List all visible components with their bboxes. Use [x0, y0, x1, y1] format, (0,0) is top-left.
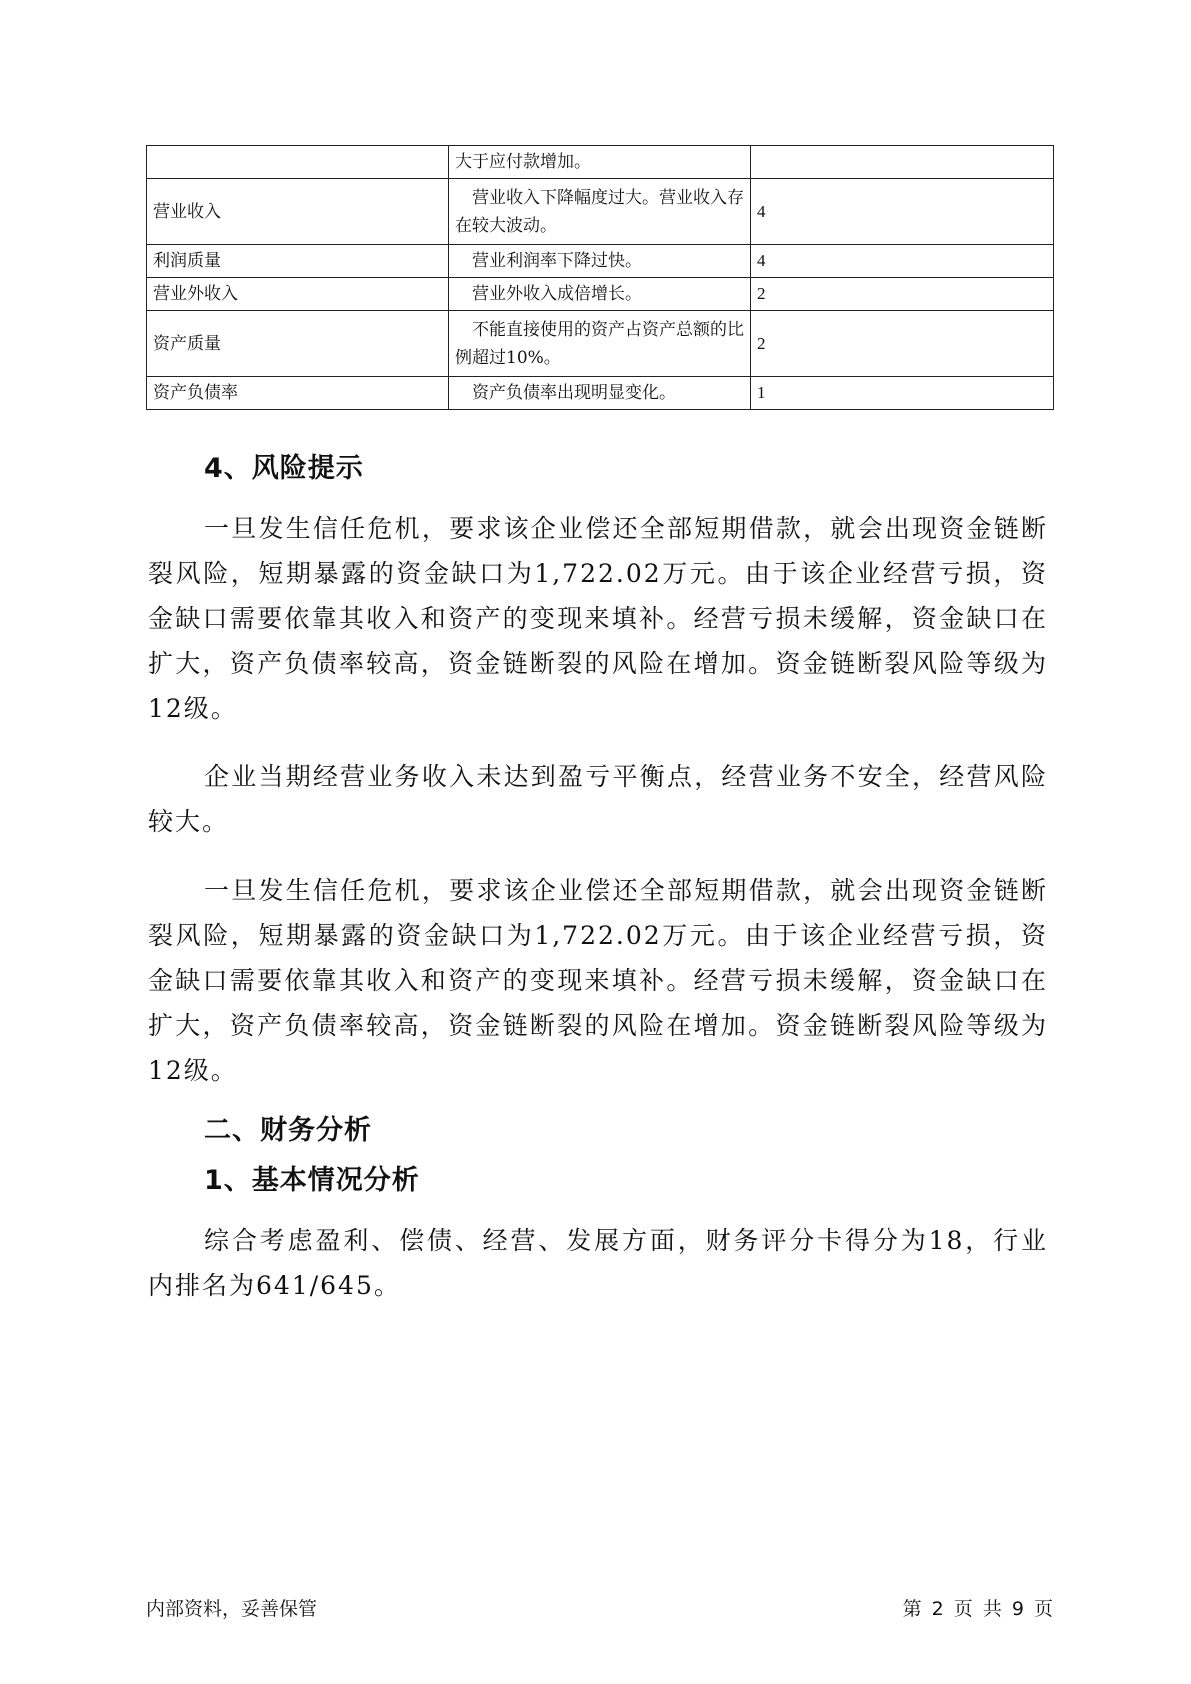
table-row [147, 146, 1054, 179]
risk-paragraph-2: 企业当期经营业务收入未达到盈亏平衡点，经营业务不安全，经营风险较大。 [148, 762, 1048, 836]
table-cell-desc: 大于应付款增加。 [449, 146, 751, 179]
table-cell-score: 2 [751, 311, 1054, 377]
table-cell-score: 4 [751, 179, 1054, 245]
table-cell-score: 4 [751, 245, 1054, 278]
table-row [147, 377, 1054, 410]
table-cell-item: 资产质量 [147, 311, 449, 377]
table-cell-desc: 营业外收入成倍增长。 [449, 278, 751, 311]
risk-paragraph-3: 一旦发生信任危机，要求该企业偿还全部短期借款，就会出现资金链断裂风险，短期暴露的资金缺口为1,722.02万元。由于该企业经营亏损，资金缺口需要依靠其收入和资产的变现来填补。经营亏损未缓解，资金缺口在扩大，资产负债率较高，资金链断裂的风险在增加。资金链断裂风险等级为12级。 [148, 876, 1048, 1085]
table-cell-desc: 不能直接使用的资产占资产总额的比例超过10%。 [449, 311, 751, 377]
footer-confidential-note: 内部资料，妥善保管 [146, 1598, 318, 1620]
risk-indicator-table [146, 145, 1054, 410]
table-cell-item: 营业收入 [147, 179, 449, 245]
table-cell-desc: 资产负债率出现明显变化。 [449, 377, 751, 410]
basic-analysis-paragraph: 综合考虑盈利、偿债、经营、发展方面，财务评分卡得分为18，行业内排名为641/645。 [148, 1226, 1048, 1300]
table-cell-item [147, 146, 449, 179]
table-row [147, 278, 1054, 311]
footer-page-number: 第 2 页 共 9 页 [902, 1598, 1053, 1620]
table-row [147, 311, 1054, 377]
table-cell-desc: 营业利润率下降过快。 [449, 245, 751, 278]
table-row [147, 245, 1054, 278]
table-row [147, 179, 1054, 245]
table-cell-item: 利润质量 [147, 245, 449, 278]
risk-paragraph-1: 一旦发生信任危机，要求该企业偿还全部短期借款，就会出现资金链断裂风险，短期暴露的资金缺口为1,722.02万元。由于该企业经营亏损，资金缺口需要依靠其收入和资产的变现来填补。经营亏损未缓解，资金缺口在扩大，资产负债率较高，资金链断裂的风险在增加。资金链断裂风险等级为12级。 [148, 514, 1048, 723]
basic-analysis-heading: 1、基本情况分析 [204, 1165, 420, 1196]
table-cell-desc: 营业收入下降幅度过大。营业收入存在较大波动。 [449, 179, 751, 245]
risk-warning-heading: 4、风险提示 [204, 453, 364, 484]
table-cell-score: 1 [751, 377, 1054, 410]
table-cell-score [751, 146, 1054, 179]
table-cell-score: 2 [751, 278, 1054, 311]
table-cell-item: 资产负债率 [147, 377, 449, 410]
financial-analysis-heading: 二、财务分析 [204, 1115, 372, 1146]
table-cell-item: 营业外收入 [147, 278, 449, 311]
